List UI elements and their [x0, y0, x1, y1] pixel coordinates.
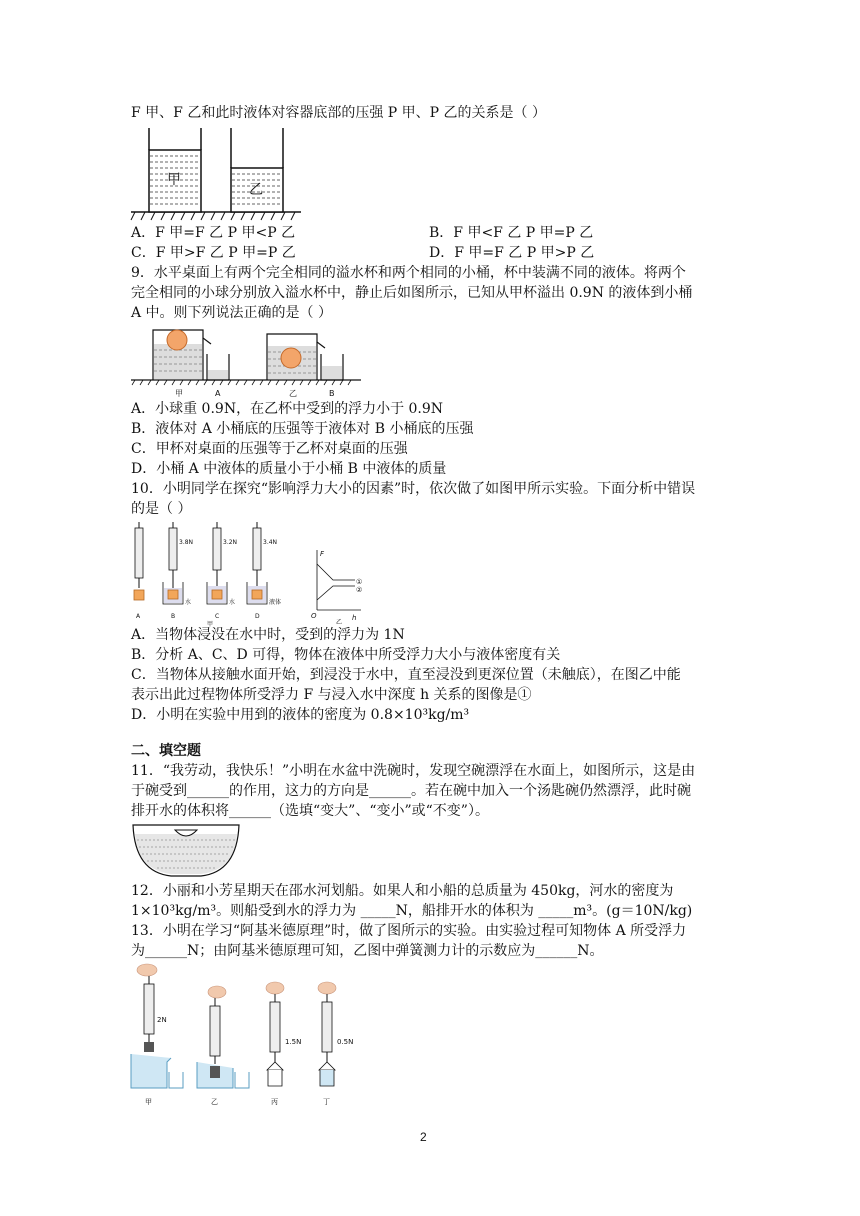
q10-stage-c: C [215, 613, 220, 620]
q8-option-d: D．F 甲=F 乙 P 甲>P 乙 [429, 245, 595, 261]
q10-option-c-line1: C．当物体从接触水面开始，到浸没于水中，直至浸没到更深位置（未触底），在图乙中能 [131, 667, 681, 683]
q8-option-c: C．F 甲>F 乙 P 甲=P 乙 [131, 245, 296, 261]
q10-option-c-line2: 表示出此过程物体所受浮力 F 与浸入水中深度 h 关系的图像是① [131, 687, 532, 703]
q10-beaker-d: 液体 [269, 599, 282, 606]
q9-option-d: D．小桶 A 中液体的质量小于小桶 B 中液体的质量 [131, 461, 447, 477]
q10-beaker-c: 水 [229, 599, 236, 606]
q10-line1: 10．小明同学在探究“影响浮力大小的因素”时，依次做了如图甲所示实验。下面分析中错误 [131, 481, 696, 497]
section-title: 二、填空题 [131, 743, 201, 759]
q8-label-yi: 乙 [249, 182, 263, 198]
q8-figure [131, 128, 301, 228]
q8-stem: F 甲、F 乙和此时液体对容器底部的压强 P 甲、P 乙的关系是（ ） [131, 105, 546, 121]
q13-label-ding: 丁 [323, 1098, 330, 1106]
q10-caption-jia: 甲 [207, 621, 214, 628]
q11-line3: 排开水的体积将______（选填“变大”、“变小”或“不变”）。 [131, 803, 489, 819]
q10-graph-y-label: F [320, 550, 325, 558]
q13-label-bing: 丙 [271, 1098, 278, 1106]
q11-line2: 于碗受到______的作用，这力的方向是______。若在碗中加入一个汤匙碗仍然漂浮，此时碗 [131, 783, 691, 799]
q10-curve-1: ① [356, 578, 363, 586]
q11-line1: 11．“我劳动，我快乐！”小明在水盆中洗碗时，发现空碗漂浮在水面上，如图所示，这是由 [131, 763, 696, 779]
q10-figure [131, 522, 361, 630]
page-number: 2 [420, 1130, 427, 1144]
q12-line2: 1×10³kg/m³。则船受到水的浮力为 _____N，船排开水的体积为 _____m³。(g＝10N/kg) [131, 903, 693, 919]
q13-line1: 13．小明在学习“阿基米德原理”时，做了图所示的实验。由实验过程可知物体 A 所受浮力 [131, 923, 687, 939]
q9-line3: A 中。则下列说法正确的是（ ） [131, 305, 333, 321]
q9-option-c: C．甲杯对桌面的压强等于乙杯对桌面的压强 [131, 441, 408, 457]
q8-label-jia: 甲 [167, 172, 181, 188]
q13-line2: 为______N；由阿基米德原理可知，乙图中弹簧测力计的示数应为______N。 [131, 943, 604, 959]
q13-reading-bing: 1.5N [285, 1038, 302, 1046]
q9-label-yi: 乙 [289, 389, 297, 398]
q9-option-b: B．液体对 A 小桶底的压强等于液体对 B 小桶底的压强 [131, 421, 474, 437]
q10-reading-b: 3.8N [179, 539, 194, 546]
q9-label-b: B [329, 389, 335, 398]
q9-line1: 9．水平桌面上有两个完全相同的溢水杯和两个相同的小桶，杯中装满不同的液体。将两个 [131, 265, 686, 281]
q10-caption-yi: 乙 [336, 619, 343, 626]
q13-reading-ding: 0.5N [337, 1038, 354, 1046]
q9-figure [131, 324, 361, 402]
q9-label-a: A [215, 389, 221, 398]
q10-stage-a: A [136, 613, 141, 620]
q9-line2: 完全相同的小球分别放入溢水杯中，静止后如图所示，已知从甲杯溢出 0.9N 的液体到小桶 [131, 285, 693, 301]
q13-figure [127, 962, 367, 1112]
q8-option-b: B．F 甲<F 乙 P 甲=P 乙 [429, 225, 594, 241]
q10-option-d: D．小明在实验中用到的液体的密度为 0.8×10³kg/m³ [131, 707, 470, 723]
q11-figure [131, 822, 241, 882]
q9-option-a: A．小球重 0.9N，在乙杯中受到的浮力小于 0.9N [131, 401, 444, 417]
q13-label-jia: 甲 [145, 1098, 152, 1106]
q10-stage-b: B [171, 613, 176, 620]
q10-beaker-b: 水 [185, 599, 192, 606]
q10-option-a: A．当物体浸没在水中时，受到的浮力为 1N [131, 627, 405, 643]
q10-reading-d: 3.4N [263, 539, 278, 546]
q10-curve-2: ② [356, 586, 363, 594]
q13-reading-jia: 2N [157, 1016, 167, 1024]
q9-label-jia: 甲 [175, 389, 183, 398]
q10-reading-c: 3.2N [223, 539, 238, 546]
q12-line1: 12．小丽和小芳星期天在邵水河划船。如果人和小船的总质量为 450kg，河水的密度为 [131, 883, 674, 899]
q10-option-b: B．分析 A、C、D 可得，物体在液体中所受浮力大小与液体密度有关 [131, 647, 561, 663]
q10-graph-x-label: h [352, 614, 357, 622]
q10-line2: 的是（ ） [131, 501, 192, 517]
q10-graph-origin: O [311, 612, 317, 620]
q13-label-yi: 乙 [211, 1098, 218, 1106]
q8-option-a: A．F 甲=F 乙 P 甲<P 乙 [131, 225, 296, 241]
q10-stage-d: D [255, 613, 260, 620]
